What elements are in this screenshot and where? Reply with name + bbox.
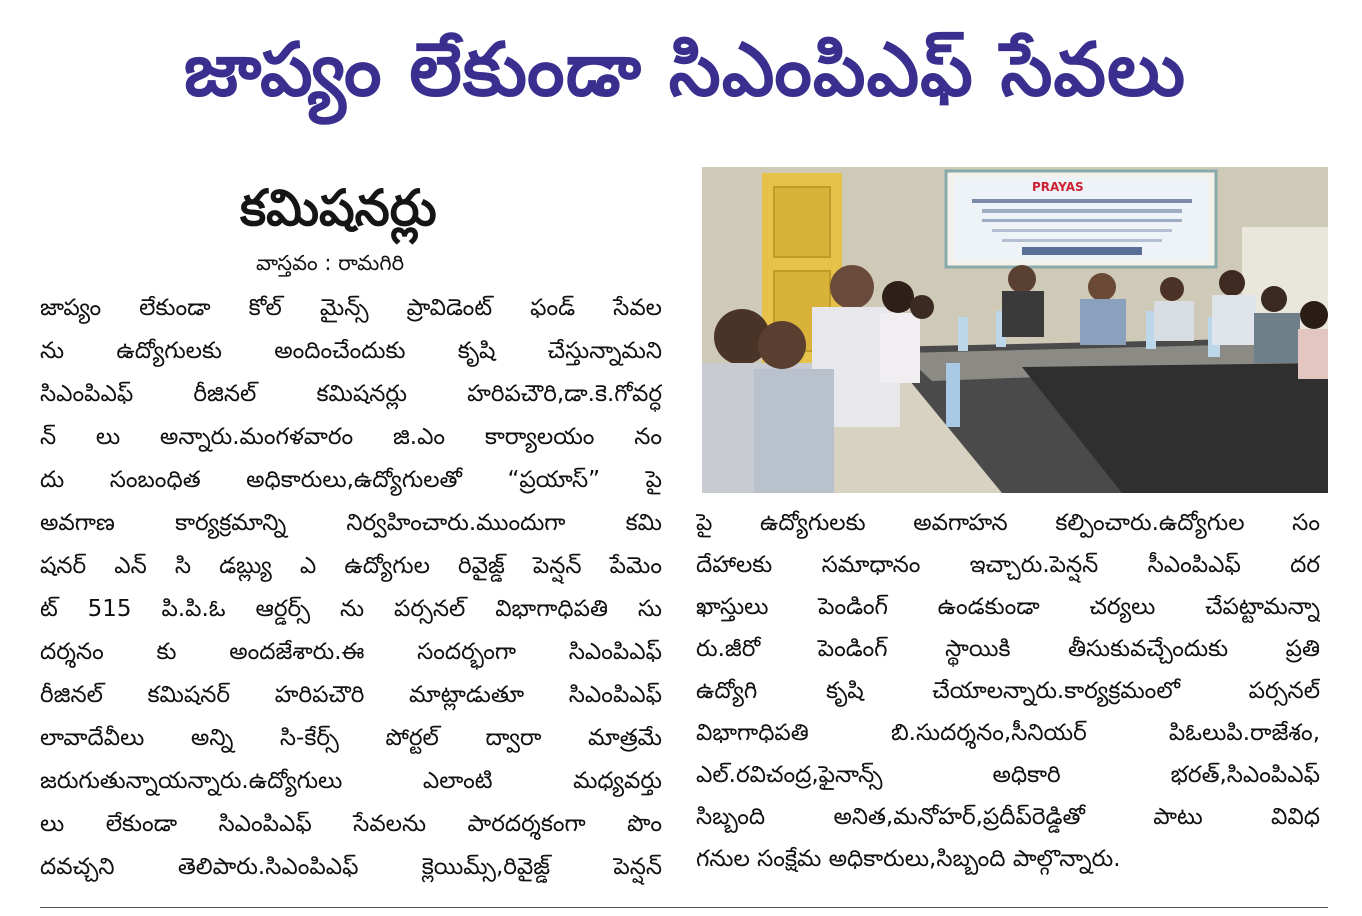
article-line: గనుల సంక్షేమ అధికారులు,సిబ్బంది పాల్గొన్నారు. [696,846,1121,872]
article-line: విభాగాధిపతి బి.సుదర్శనం,సీనియర్ పిఓలుపి.రాజేశం, [696,720,1320,746]
article-line: ట్ 515 పి.పి.ఓ ఆర్డర్స్ ను పర్సనల్ విభాగాధిపతి సు [40,596,662,622]
article-line: ఉద్యోగి కృషి చేయాలన్నారు.కార్యక్రమంలో పర్సనల్ [696,678,1320,704]
article-column-left [40,287,662,889]
article-line: ఖాస్తులు పెండింగ్ ఉండకుండా చర్యలు చేపట్టామన్నా [696,594,1320,620]
article-line: ను ఉద్యోగులకు అందించేందుకు కృషి చేస్తున్నామని [40,338,662,364]
article-line: న్ లు అన్నారు.మంగళవారం జి.ఎం కార్యాలయం నం [40,424,662,450]
byline: వాస్తవం : రామగిరి [256,251,405,275]
article-line: రు.జీరో పెండింగ్ స్థాయికి తీసుకువచ్చేందుకు ప్రతి [696,636,1320,662]
article-line: షనర్ ఎన్ సి డబ్ల్యు ఎ ఉద్యోగుల రివైజ్డ్ పెన్షన్ పేమెం [40,553,662,579]
meeting-photo [702,167,1328,493]
article-line: లు లేకుండా సిఎంపిఎఫ్ సేవలను పారదర్శకంగా పొం [40,811,662,837]
article-line: జాప్యం లేకుండా కోల్ మైన్స్ ప్రావిడెంట్ ఫండ్ సేవల [40,295,662,321]
article-line: సిఎంపిఎఫ్ రీజినల్ కమిషనర్లు హరిపచౌరి,డా.కె.గోవర్ధ [40,381,662,407]
article-line: రీజినల్ కమిషనర్ హరిపచౌరి మాట్లాడుతూ సిఎంపిఎఫ్ [40,682,662,708]
article-line: దేహాలకు సమాధానం ఇచ్చారు.పెన్షన్ సీఎంపిఎఫ్ దర [696,552,1320,578]
article-line: ఎల్.రవిచంద్ర,ఫైనాన్స్ అధికారి భరత్,సిఎంపిఎఫ్ [696,762,1320,788]
article-line: అవగాణ కార్యక్రమాన్ని నిర్వహించారు.ముందుగా కమి [40,510,662,536]
article-line: సిబ్బంది అనిత,మనోహర్,ప్రదీప్‌రెడ్డితో పాటు వివిధ [696,804,1320,830]
article-line: జరుగుతున్నాయన్నారు.ఉద్యోగులు ఎలాంటి మధ్యవర్తు [40,768,662,794]
article-line: దర్శనం కు అందజేశారు.ఈ సందర్భంగా సిఎంపిఎఫ్ [40,639,662,665]
meeting-photo-illustration [702,167,1328,493]
bottom-rule [40,907,1328,908]
article-column-right [696,502,1320,880]
article-line: దు సంబంధిత అధికారులు,ఉద్యోగులతో “ప్రయాస్” పై [40,467,662,493]
banner-title: PRAYAS [1032,180,1084,194]
article-line: లావాదేవీలు అన్ని సి-కేర్స్ పోర్టల్ ద్వారా మాత్రమే [40,725,662,751]
article-line: దవచ్చని తెలిపారు.సిఎంపిఎఫ్ క్లెయిమ్స్,రివైజ్డ్ పెన్షన్ [40,854,662,880]
headline: జాప్యం లేకుండా సిఎంపిఎఫ్ సేవలు [183,27,1187,113]
subheadline: కమిషనర్లు [240,179,437,237]
article-line: పై ఉద్యోగులకు అవగాహన కల్పించారు.ఉద్యోగుల సం [696,510,1320,536]
